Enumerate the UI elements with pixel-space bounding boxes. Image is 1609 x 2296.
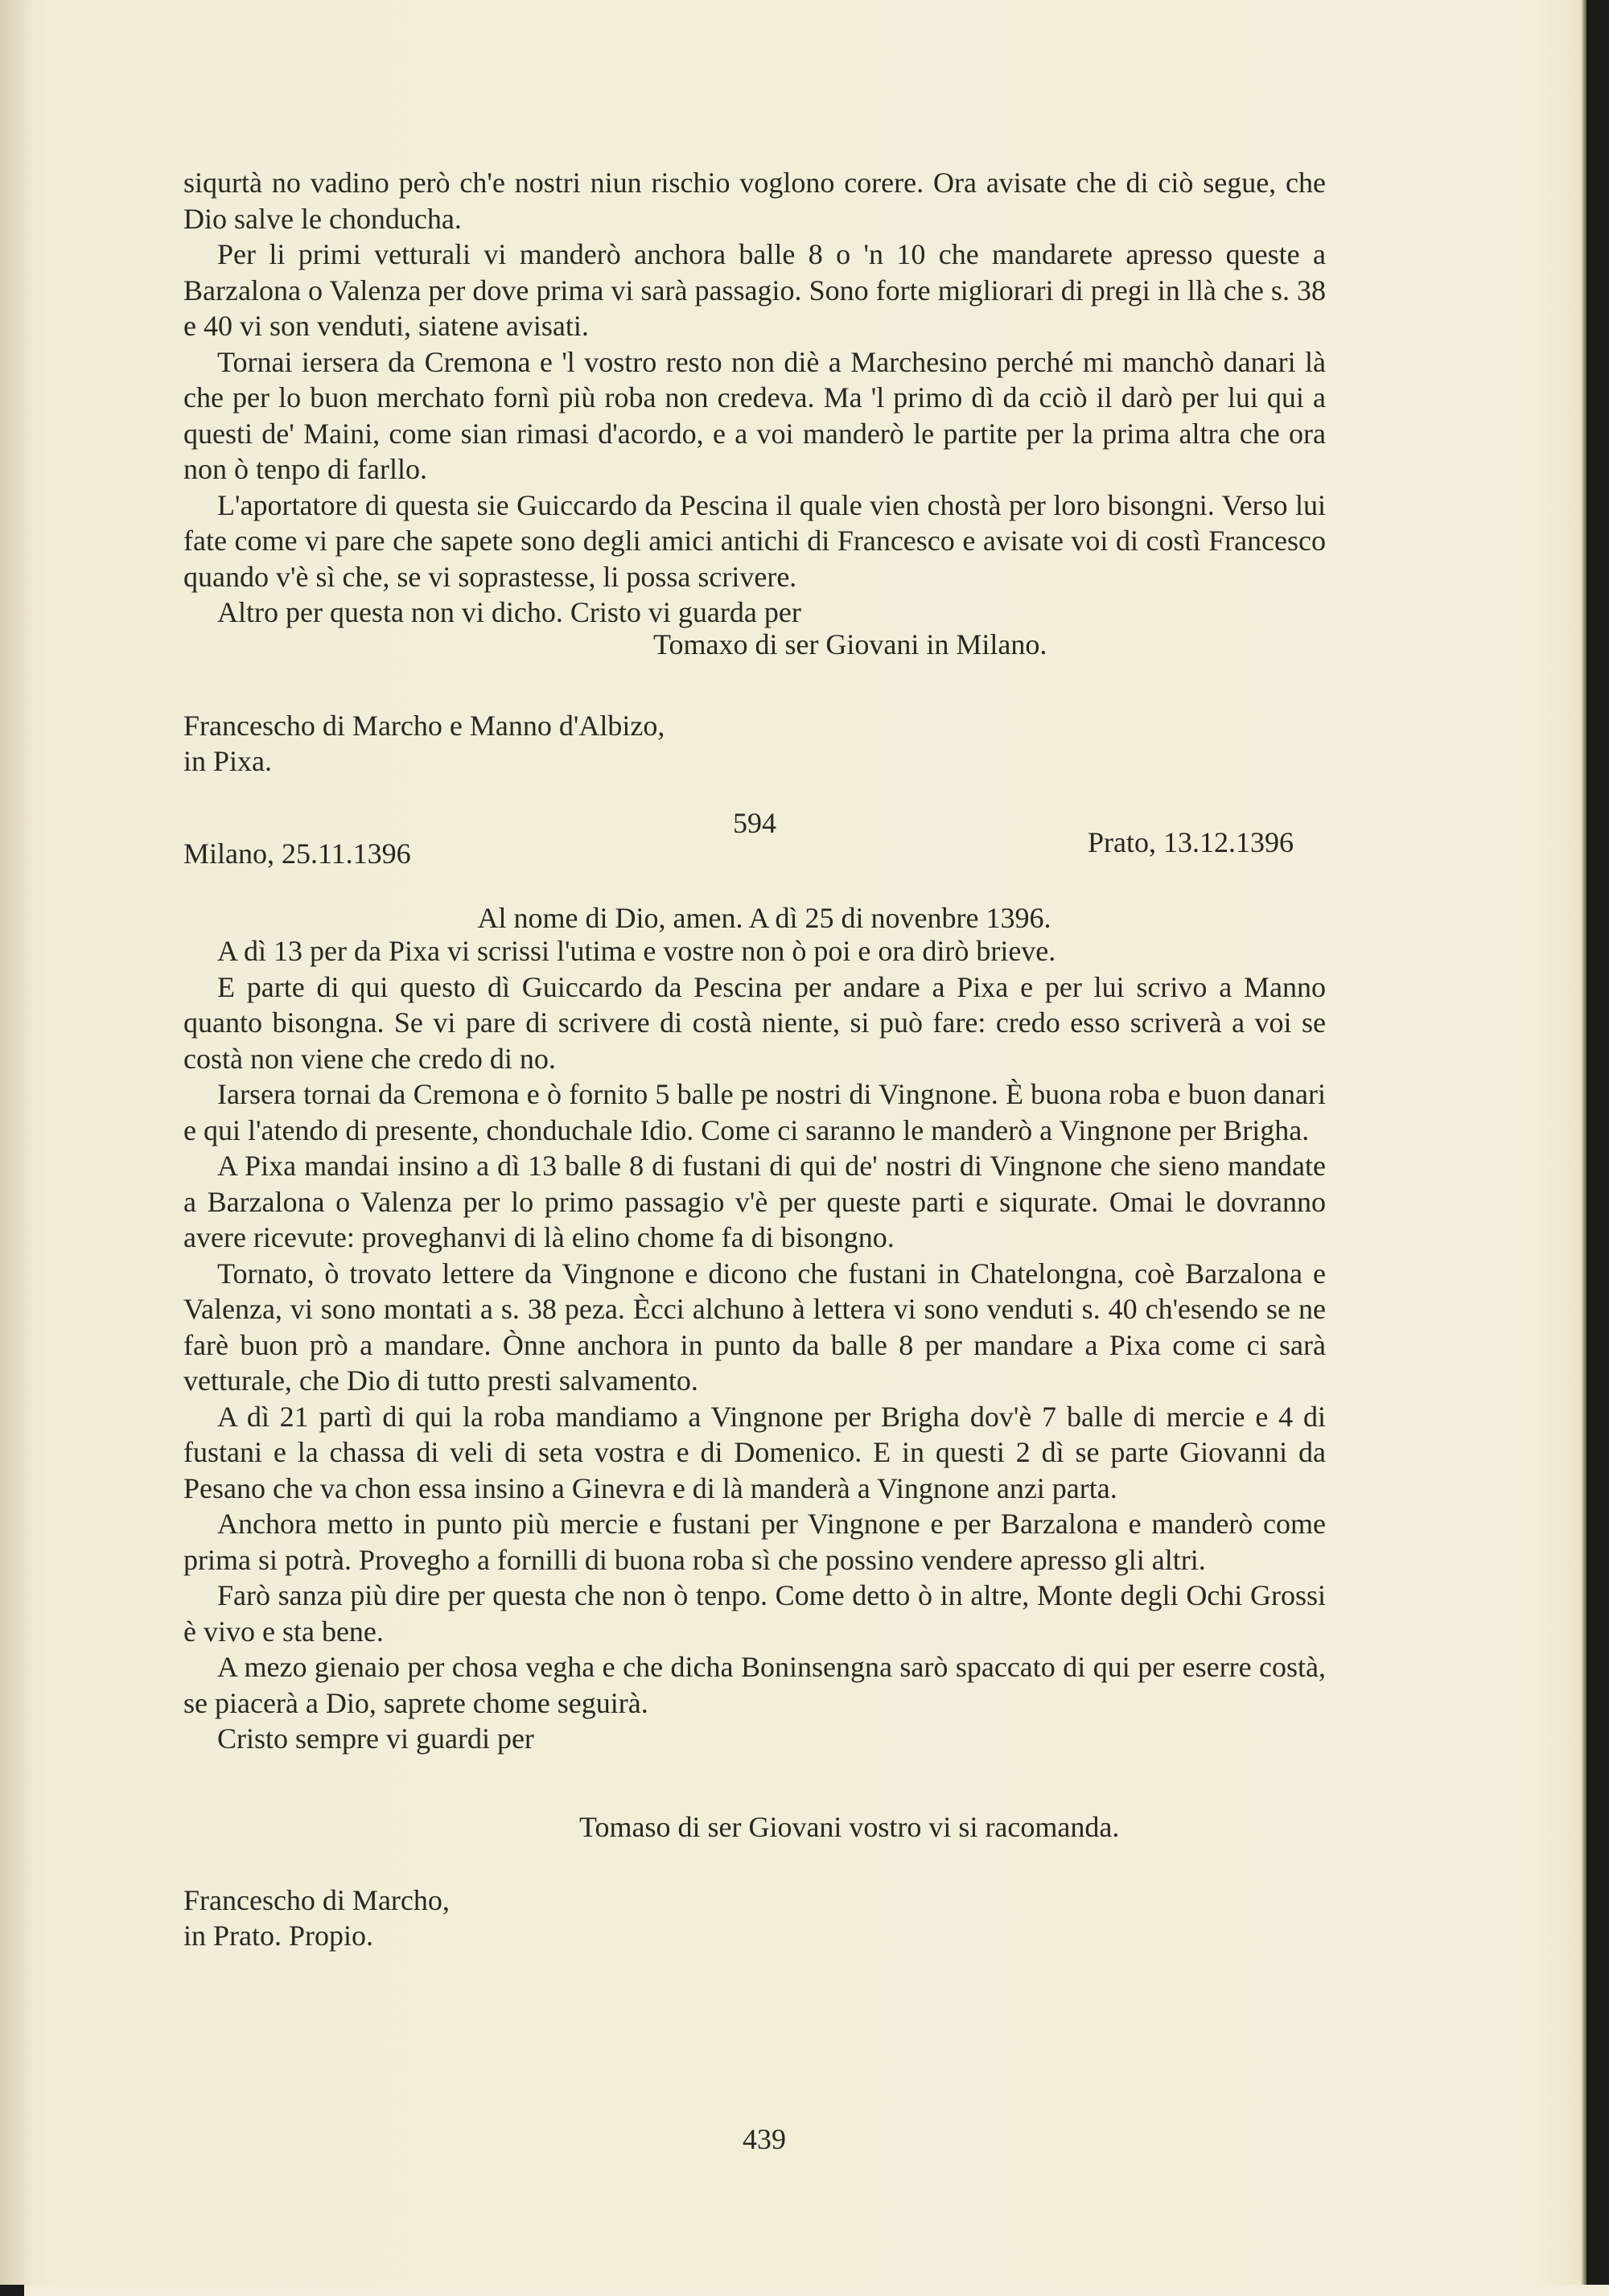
paragraph: Iarsera tornai da Cremona e ò fornito 5 balle pe nostri di Vingnone. È buona roba e buon danari e qui l'atendo di presente, chonduchale Idio. Come ci saranno le manderò a Vingnone per Brigha. bbox=[183, 1078, 1326, 1146]
paragraph: siqurtà no vadino però ch'e nostri niun rischio voglono corere. Ora avisate che di ciò segue, che Dio salve le chonducha. bbox=[183, 167, 1326, 235]
address-line: in Pixa. bbox=[183, 745, 273, 777]
address-line: Francescho di Marcho, bbox=[183, 1884, 450, 1916]
letter-594-body bbox=[183, 933, 1326, 1757]
paragraph: L'aportatore di questa sie Guiccardo da Pescina il quale vien chostà per loro bisongni. Verso lui fate come vi pare che sapete sono degli amici antichi di Francesco e avisate voi di costì Francesco quando v'è sì che, se vi soprastesse, li possa scrivere. bbox=[183, 488, 1326, 593]
page-number: 439 bbox=[743, 2123, 786, 2155]
letter-593-address bbox=[183, 708, 665, 779]
paragraph: Altro per questa non vi dicho. Cristo vi guarda per bbox=[217, 596, 801, 628]
paragraph: A Pixa mandai insino a dì 13 balle 8 di fustani di qui de' nostri di Vingnone che sieno mandate a Barzalona o Valenza per lo primo passagio v'è per queste parti e siqurate. Omai le dovranno avere ricevute: proveghanvi di là elino chome fa di bisongno. bbox=[183, 1150, 1326, 1253]
scan-bottom-edge bbox=[0, 2285, 1609, 2296]
paragraph: A mezo gienaio per chosa vegha e che dicha Boninsengna sarò spaccato di qui per eserre costà, se piacerà a Dio, saprete chome seguirà. bbox=[183, 1651, 1326, 1719]
paragraph: A dì 13 per da Pixa vi scrissi l'utima e vostre non ò poi e ora dirò brieve. bbox=[217, 935, 1056, 967]
paragraph: Anchora metto in punto più mercie e fustani per Vingnone e per Barzalona e manderò come prima si potrà. Provegho a fornilli di buona roba sì che possino vendere apresso gli altri. bbox=[183, 1508, 1326, 1576]
letter-to-place-date: Prato, 13.12.1396 bbox=[1088, 826, 1294, 858]
paragraph: A dì 21 partì di qui la roba mandiamo a Vingnone per Brigha dov'è 7 balle di mercie e 4 di fustani e la chassa di veli di seta vostra e di Domenico. E in questi 2 dì se parte Giovanni da Pesano che va chon essa insino a Ginevra e di là manderà a Vingnone anzi parta. bbox=[183, 1400, 1326, 1504]
paragraph: E parte di qui questo dì Guiccardo da Pescina per andare a Pixa e per lui scrivo a Manno quanto bisongna. Se vi pare di scrivere di costà niente, si può fare: credo esso scriverà a voi se costà non viene che credo di no. bbox=[183, 970, 1326, 1075]
letter-opening: Al nome di Dio, amen. A dì 25 di novenbre 1396. bbox=[477, 902, 1051, 934]
letter-593-body bbox=[183, 165, 1326, 631]
address-line: in Prato. Propio. bbox=[183, 1920, 374, 1952]
address-line: Francescho di Marcho e Manno d'Albizo, bbox=[183, 710, 665, 742]
letter-from-place-date: Milano, 25.11.1396 bbox=[183, 837, 411, 870]
paragraph: Tornato, ò trovato lettere da Vingnone e dicono che fustani in Chatelongna, coè Barzalona e Valenza, vi sono montati a s. 38 peza. Ècci alchuno à lettera vi sono venduti s. 40 ch'esendo se ne farè buon prò a mandare. Ònne anchora in punto da balle 8 per mandare a Pixa come ci sarà vetturale, che Dio di tutto presti salvamento. bbox=[183, 1257, 1326, 1397]
paragraph: Per li primi vetturali vi manderò anchora balle 8 o 'n 10 che mandarete apresso queste a Barzalona o Valenza per dove prima vi sarà passagio. Sono forte migliorari di pregi in llà che s. 38 e 40 vi son venduti, siatene avisati. bbox=[183, 238, 1326, 342]
paragraph: Cristo sempre vi guardi per bbox=[217, 1722, 534, 1755]
gutter-shadow bbox=[0, 0, 32, 2296]
letter-593-signature: Tomaxo di ser Giovani in Milano. bbox=[653, 628, 1047, 660]
paragraph: Farò sanza più dire per questa che non ò tenpo. Come detto ò in altre, Monte degli Ochi Grossi è vivo e sta bene. bbox=[183, 1579, 1326, 1648]
letter-594-signature: Tomaso di ser Giovani vostro vi si racomanda. bbox=[579, 1811, 1120, 1843]
paragraph: Tornai iersera da Cremona e 'l vostro resto non diè a Marchesino perché mi manchò danari là che per lo buon merchato fornì più roba non credeva. Ma 'l primo dì da cciò il darò per lui qui a questi de' Maini, come sian rimasi d'acordo, e a voi manderò le partite per la prima altra che ora non ò tenpo di farllo. bbox=[183, 345, 1326, 485]
letter-number: 594 bbox=[733, 807, 776, 839]
letter-594-address bbox=[183, 1882, 450, 1953]
scan-edge bbox=[1586, 0, 1609, 2296]
